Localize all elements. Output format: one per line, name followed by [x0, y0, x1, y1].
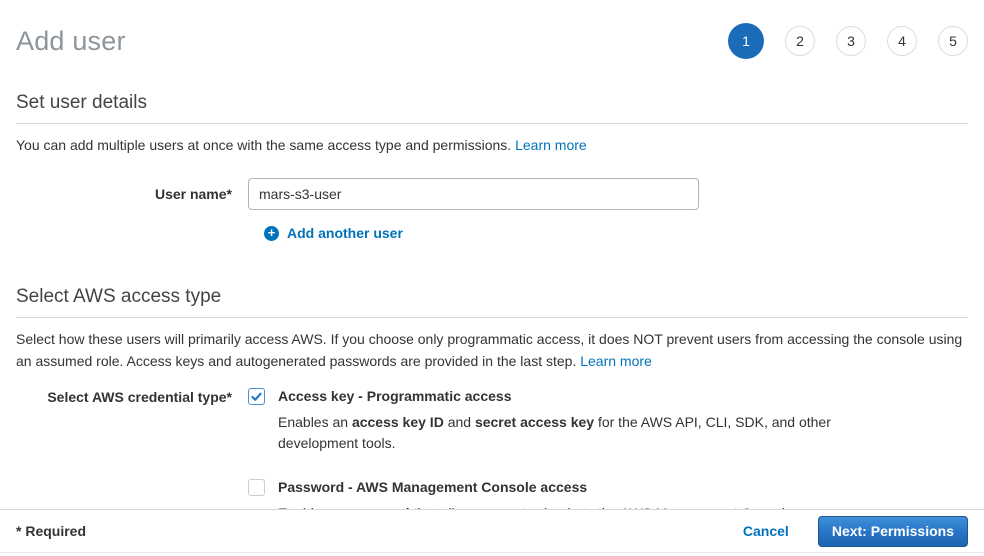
step-indicator-2: 2	[785, 26, 815, 56]
console-access-checkbox[interactable]	[248, 479, 265, 496]
programmatic-access-checkbox[interactable]	[248, 388, 265, 405]
learn-more-link-access-type[interactable]: Learn more	[580, 353, 652, 369]
desc-text: and	[443, 414, 475, 430]
required-note: * Required	[16, 523, 87, 539]
username-input[interactable]	[248, 178, 699, 210]
desc-bold: secret access key	[474, 414, 595, 430]
next-permissions-button[interactable]: Next: Permissions	[818, 516, 968, 547]
desc-text: Enables an	[278, 414, 352, 430]
desc-text: for the AWS API, CLI, SDK, and other development tools.	[278, 414, 831, 451]
check-icon	[250, 390, 263, 403]
intro-text: Select how these users will primarily access AWS. If you choose only programmatic access, it does NOT prevent users from accessing the console using an assumed role. Access keys and autogenerated passwords are provided in the last step.	[16, 331, 963, 369]
select-access-type-intro	[16, 328, 968, 372]
username-row	[16, 178, 968, 210]
wizard-footer	[0, 509, 984, 553]
desc-bold: access key ID	[351, 414, 444, 430]
username-label: User name*	[154, 186, 232, 202]
credential-type-row	[16, 388, 968, 524]
plus-circle-icon: +	[264, 226, 279, 241]
cancel-button[interactable]: Cancel	[742, 523, 789, 539]
add-another-user-label: Add another user	[287, 225, 403, 241]
step-indicator-1: 1	[728, 23, 764, 59]
wizard-step-indicator	[728, 23, 968, 59]
set-user-details-intro	[16, 134, 968, 156]
page-title: Add user	[16, 25, 126, 56]
step-indicator-4: 4	[887, 26, 917, 56]
add-another-user-button[interactable]	[264, 225, 403, 241]
option-body	[278, 388, 833, 454]
credential-options	[248, 388, 833, 524]
step-indicator-3: 3	[836, 26, 866, 56]
step-indicator-5: 5	[938, 26, 968, 56]
programmatic-access-description	[278, 412, 833, 454]
page-header	[0, 0, 984, 66]
set-user-details-heading: Set user details	[16, 92, 968, 124]
intro-text: You can add multiple users at once with the same access type and permissions.	[16, 137, 516, 153]
console-access-title[interactable]: Password - AWS Management Console access	[278, 479, 588, 495]
credential-type-label: Select AWS credential type*	[47, 389, 232, 405]
learn-more-link-user-details[interactable]: Learn more	[515, 137, 587, 153]
select-access-type-section	[16, 286, 968, 524]
select-access-type-heading: Select AWS access type	[16, 286, 968, 318]
programmatic-access-title[interactable]: Access key - Programmatic access	[278, 388, 512, 404]
option-programmatic-access	[248, 388, 833, 454]
set-user-details-section	[16, 92, 968, 242]
